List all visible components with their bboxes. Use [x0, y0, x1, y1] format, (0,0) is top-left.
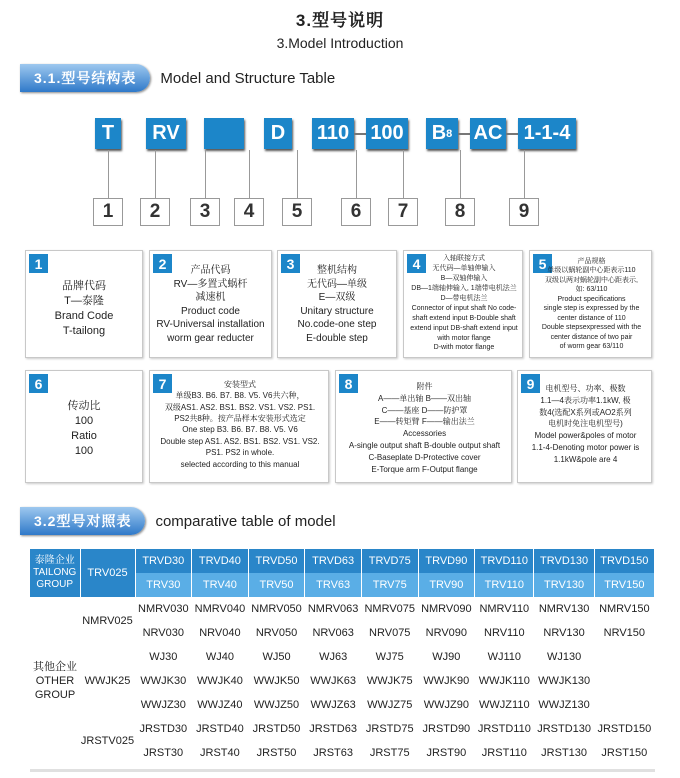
- table-cell: NRV110: [475, 621, 534, 645]
- card-badge: 4: [407, 254, 426, 273]
- table-cell: NMRV040: [192, 597, 249, 621]
- section-pill: 3.2型号对照表: [20, 507, 145, 535]
- table-cell: WWJZ63: [305, 693, 362, 717]
- table-cell: NMRV075: [361, 597, 418, 621]
- table-cell: NMRV050: [248, 597, 305, 621]
- code-box-2: RV: [146, 118, 186, 149]
- code-dash: [354, 133, 366, 135]
- position-number: 7: [388, 198, 418, 226]
- table-cell: NMRV130: [534, 597, 594, 621]
- table-cell: TRV30: [135, 573, 192, 597]
- table-cell: NRV030: [135, 621, 192, 645]
- table-cell: WJ75: [361, 645, 418, 669]
- table-cell: WWJK110: [475, 669, 534, 693]
- table-cell: NRV150: [594, 621, 654, 645]
- table-cell: JRSTD150: [594, 717, 654, 741]
- page-header: [0, 6, 680, 51]
- table-cell: WWJK90: [418, 669, 475, 693]
- position-number: 5: [282, 198, 312, 226]
- table-cell: JRSTD50: [248, 717, 305, 741]
- table-cell: WWJZ90: [418, 693, 475, 717]
- table-cell: WWJK50: [248, 669, 305, 693]
- table-cell: JRST30: [135, 741, 192, 765]
- table-cell: JRSTD30: [135, 717, 192, 741]
- table-cell: JRST63: [305, 741, 362, 765]
- card-badge: 8: [339, 374, 358, 393]
- code-box-4: D: [264, 118, 292, 149]
- table-cell: JRST50: [248, 741, 305, 765]
- table-cell: WJ30: [135, 645, 192, 669]
- model-code-row: [95, 118, 576, 149]
- table-cell: TRV130: [534, 573, 594, 597]
- table-cell: NRV075: [361, 621, 418, 645]
- table-cell: WJ90: [418, 645, 475, 669]
- code-box-9: 1-1-4: [518, 118, 576, 149]
- table-cell: NMRV090: [418, 597, 475, 621]
- position-number: 2: [140, 198, 170, 226]
- table-cell: JRST90: [418, 741, 475, 765]
- table-cell: JRSTD75: [361, 717, 418, 741]
- position-number: 3: [190, 198, 220, 226]
- section-title: Model and Structure Table: [160, 69, 336, 87]
- tailong-series-cell: TRV025: [80, 549, 135, 597]
- card-badge: 6: [29, 374, 48, 393]
- card-badge: 7: [153, 374, 172, 393]
- table-cell: JRSTD130: [534, 717, 594, 741]
- page-title-cn: 3.型号说明: [295, 11, 385, 30]
- table-cell: WWJK75: [361, 669, 418, 693]
- card-product-code: [149, 250, 272, 358]
- card-text: 产品规格 单级以蜗轮副中心距表示110 双级以两对蜗轮副中心距表示, 如: 63/110 Product specifications single step is expressed by the center distance of 110 Double stepsexpressed with the center distance of two pair of worm gear 63/110: [541, 258, 642, 350]
- card-structure: [277, 250, 397, 358]
- card-specifications: [529, 250, 652, 358]
- table-cell: TRV50: [248, 573, 305, 597]
- card-text: 附件 A——单出轴 B——双出轴 C——基座 D——防护罩 E——转矩臂 F——输出法兰 Accessories A-single output shaft B-double output shaft C-Baseplate D-Protective cover E-Torque arm F-Output flange: [348, 382, 501, 474]
- table-cell: JRSTD63: [305, 717, 362, 741]
- card-input-shaft: [403, 250, 523, 358]
- table-cell: TRV75: [361, 573, 418, 597]
- table-cell: TRVD110: [475, 549, 534, 573]
- code-box-7: [426, 118, 458, 149]
- code-box-8: AC: [470, 118, 506, 149]
- card-accessories: [335, 370, 512, 483]
- table-cell: JRST75: [361, 741, 418, 765]
- table-cell: WWJZ75: [361, 693, 418, 717]
- table-cell: WJ110: [475, 645, 534, 669]
- bottom-divider: [30, 769, 655, 772]
- card-badge: 9: [521, 374, 540, 393]
- table-cell: TRVD40: [192, 549, 249, 573]
- table-cell: TRVD90: [418, 549, 475, 573]
- table-cell: WJ63: [305, 645, 362, 669]
- table-cell: WWJZ130: [534, 693, 594, 717]
- position-number-row: [0, 198, 680, 228]
- table-cell: [594, 669, 654, 693]
- table-cell: WWJK130: [534, 669, 594, 693]
- table-cell: NRV063: [305, 621, 362, 645]
- table-cell: WWJK40: [192, 669, 249, 693]
- card-text: 入轴联接方式 无代码—单轴伸输入 B—双轴伸输入 DB—1端轴伸输入, 1端带电机法兰 D—带电机法兰 Connector of input shaft No code- shaft extend input B-Double shaft extend input DB-shaft extend input with motor flange D-with motor flange: [410, 255, 518, 352]
- card-text: 整机结构 无代码—单级 E—双级 Unitary structure No.code-one step E-double step: [297, 265, 377, 344]
- card-installation: [149, 370, 329, 483]
- page-title-en: 3.Model Introduction: [276, 35, 404, 51]
- card-badge: 1: [29, 254, 48, 273]
- position-number: 1: [93, 198, 123, 226]
- code-box-5: 110: [312, 118, 354, 149]
- card-text: 电机型号、功率、极数 1.1—4表示功率1.1kW, 极 数4(选配X系列或AO2系列 电机时免注电机型号) Model power&poles of motor 1.1-4-Denoting motor power is 1.1kW&pole are 4: [531, 384, 640, 464]
- code-dash: [458, 133, 470, 135]
- table-cell: TRVD63: [305, 549, 362, 573]
- table-cell: NRV040: [192, 621, 249, 645]
- card-brand-code: [25, 250, 143, 358]
- table-cell: WWJZ50: [248, 693, 305, 717]
- table-cell: NMRV150: [594, 597, 654, 621]
- other-group-cell: 其他企业 OTHER GROUP: [30, 597, 80, 765]
- code-box-1: T: [95, 118, 121, 149]
- table-cell: TRVD130: [534, 549, 594, 573]
- section-model-structure-head: [20, 64, 335, 92]
- card-text: 传动比 100 Ratio 100: [67, 400, 101, 457]
- card-text: 安装型式 单级B3. B6. B7. B8. V5. V6共六种， 双级AS1. AS2. BS1. BS2. VS1. VS2. PS1. PS2共8种。按产品样本安装形式选定 One step B3. B6. B7. B8. V5. V6 Double step AS1. AS2. BS1. BS2. VS1. VS2. PS1. PS2 in whole. selected according to this manual: [160, 380, 320, 469]
- code-dash: [506, 133, 518, 135]
- sub-group-cell: JRSTV025: [80, 717, 135, 765]
- table-cell: WJ40: [192, 645, 249, 669]
- table-cell: TRV63: [305, 573, 362, 597]
- position-number: 8: [445, 198, 475, 226]
- code-b: B: [431, 122, 447, 144]
- table-cell: WWJZ40: [192, 693, 249, 717]
- code-box-3: [204, 118, 244, 149]
- table-cell: WJ130: [534, 645, 594, 669]
- tailong-group-cell: 泰隆企业 TAILONG GROUP: [30, 549, 80, 597]
- table-cell: [594, 645, 654, 669]
- table-cell: TRVD75: [361, 549, 418, 573]
- table-cell: NRV130: [534, 621, 594, 645]
- table-cell: NMRV030: [135, 597, 192, 621]
- comparative-table: [30, 549, 655, 765]
- table-cell: JRST130: [534, 741, 594, 765]
- table-cell: TRVD30: [135, 549, 192, 573]
- table-cell: JRST110: [475, 741, 534, 765]
- position-number: 6: [341, 198, 371, 226]
- table-cell: WWJK30: [135, 669, 192, 693]
- table-cell: JRST40: [192, 741, 249, 765]
- table-cell: NMRV063: [305, 597, 362, 621]
- table-cell: TRVD50: [248, 549, 305, 573]
- table-cell: JRSTD90: [418, 717, 475, 741]
- table-cell: JRSTD110: [475, 717, 534, 741]
- card-badge: 3: [281, 254, 300, 273]
- section-comparative-head: [20, 507, 336, 535]
- table-cell: [594, 693, 654, 717]
- position-number: 9: [509, 198, 539, 226]
- table-cell: TRV150: [594, 573, 654, 597]
- card-badge: 2: [153, 254, 172, 273]
- table-cell: JRSTD40: [192, 717, 249, 741]
- card-text: 品牌代码 T—泰隆 Brand Code T-tailong: [54, 280, 114, 337]
- card-text: 产品代码 RV—多置式蜗杆 减速机 Product code RV-Universal installation worm gear reducter: [156, 265, 265, 344]
- sub-group-cell: NMRV025: [80, 597, 135, 645]
- table-cell: WJ50: [248, 645, 305, 669]
- section-title: comparative table of model: [155, 512, 336, 530]
- table-cell: WWJZ110: [475, 693, 534, 717]
- code-b-sub: 8: [446, 127, 453, 140]
- table-cell: TRV90: [418, 573, 475, 597]
- section-pill: 3.1.型号结构表: [20, 64, 150, 92]
- table-cell: NRV050: [248, 621, 305, 645]
- card-motor: [517, 370, 652, 483]
- table-cell: WWJZ30: [135, 693, 192, 717]
- table-cell: NRV090: [418, 621, 475, 645]
- card-badge: 5: [533, 254, 552, 273]
- table-cell: TRV40: [192, 573, 249, 597]
- table-cell: TRVD150: [594, 549, 654, 573]
- sub-group-cell: WWJK25: [80, 645, 135, 717]
- card-ratio: [25, 370, 143, 483]
- table-cell: WWJK63: [305, 669, 362, 693]
- code-box-6: 100: [366, 118, 408, 149]
- table-cell: JRST150: [594, 741, 654, 765]
- position-number: 4: [234, 198, 264, 226]
- table-cell: TRV110: [475, 573, 534, 597]
- table-cell: NMRV110: [475, 597, 534, 621]
